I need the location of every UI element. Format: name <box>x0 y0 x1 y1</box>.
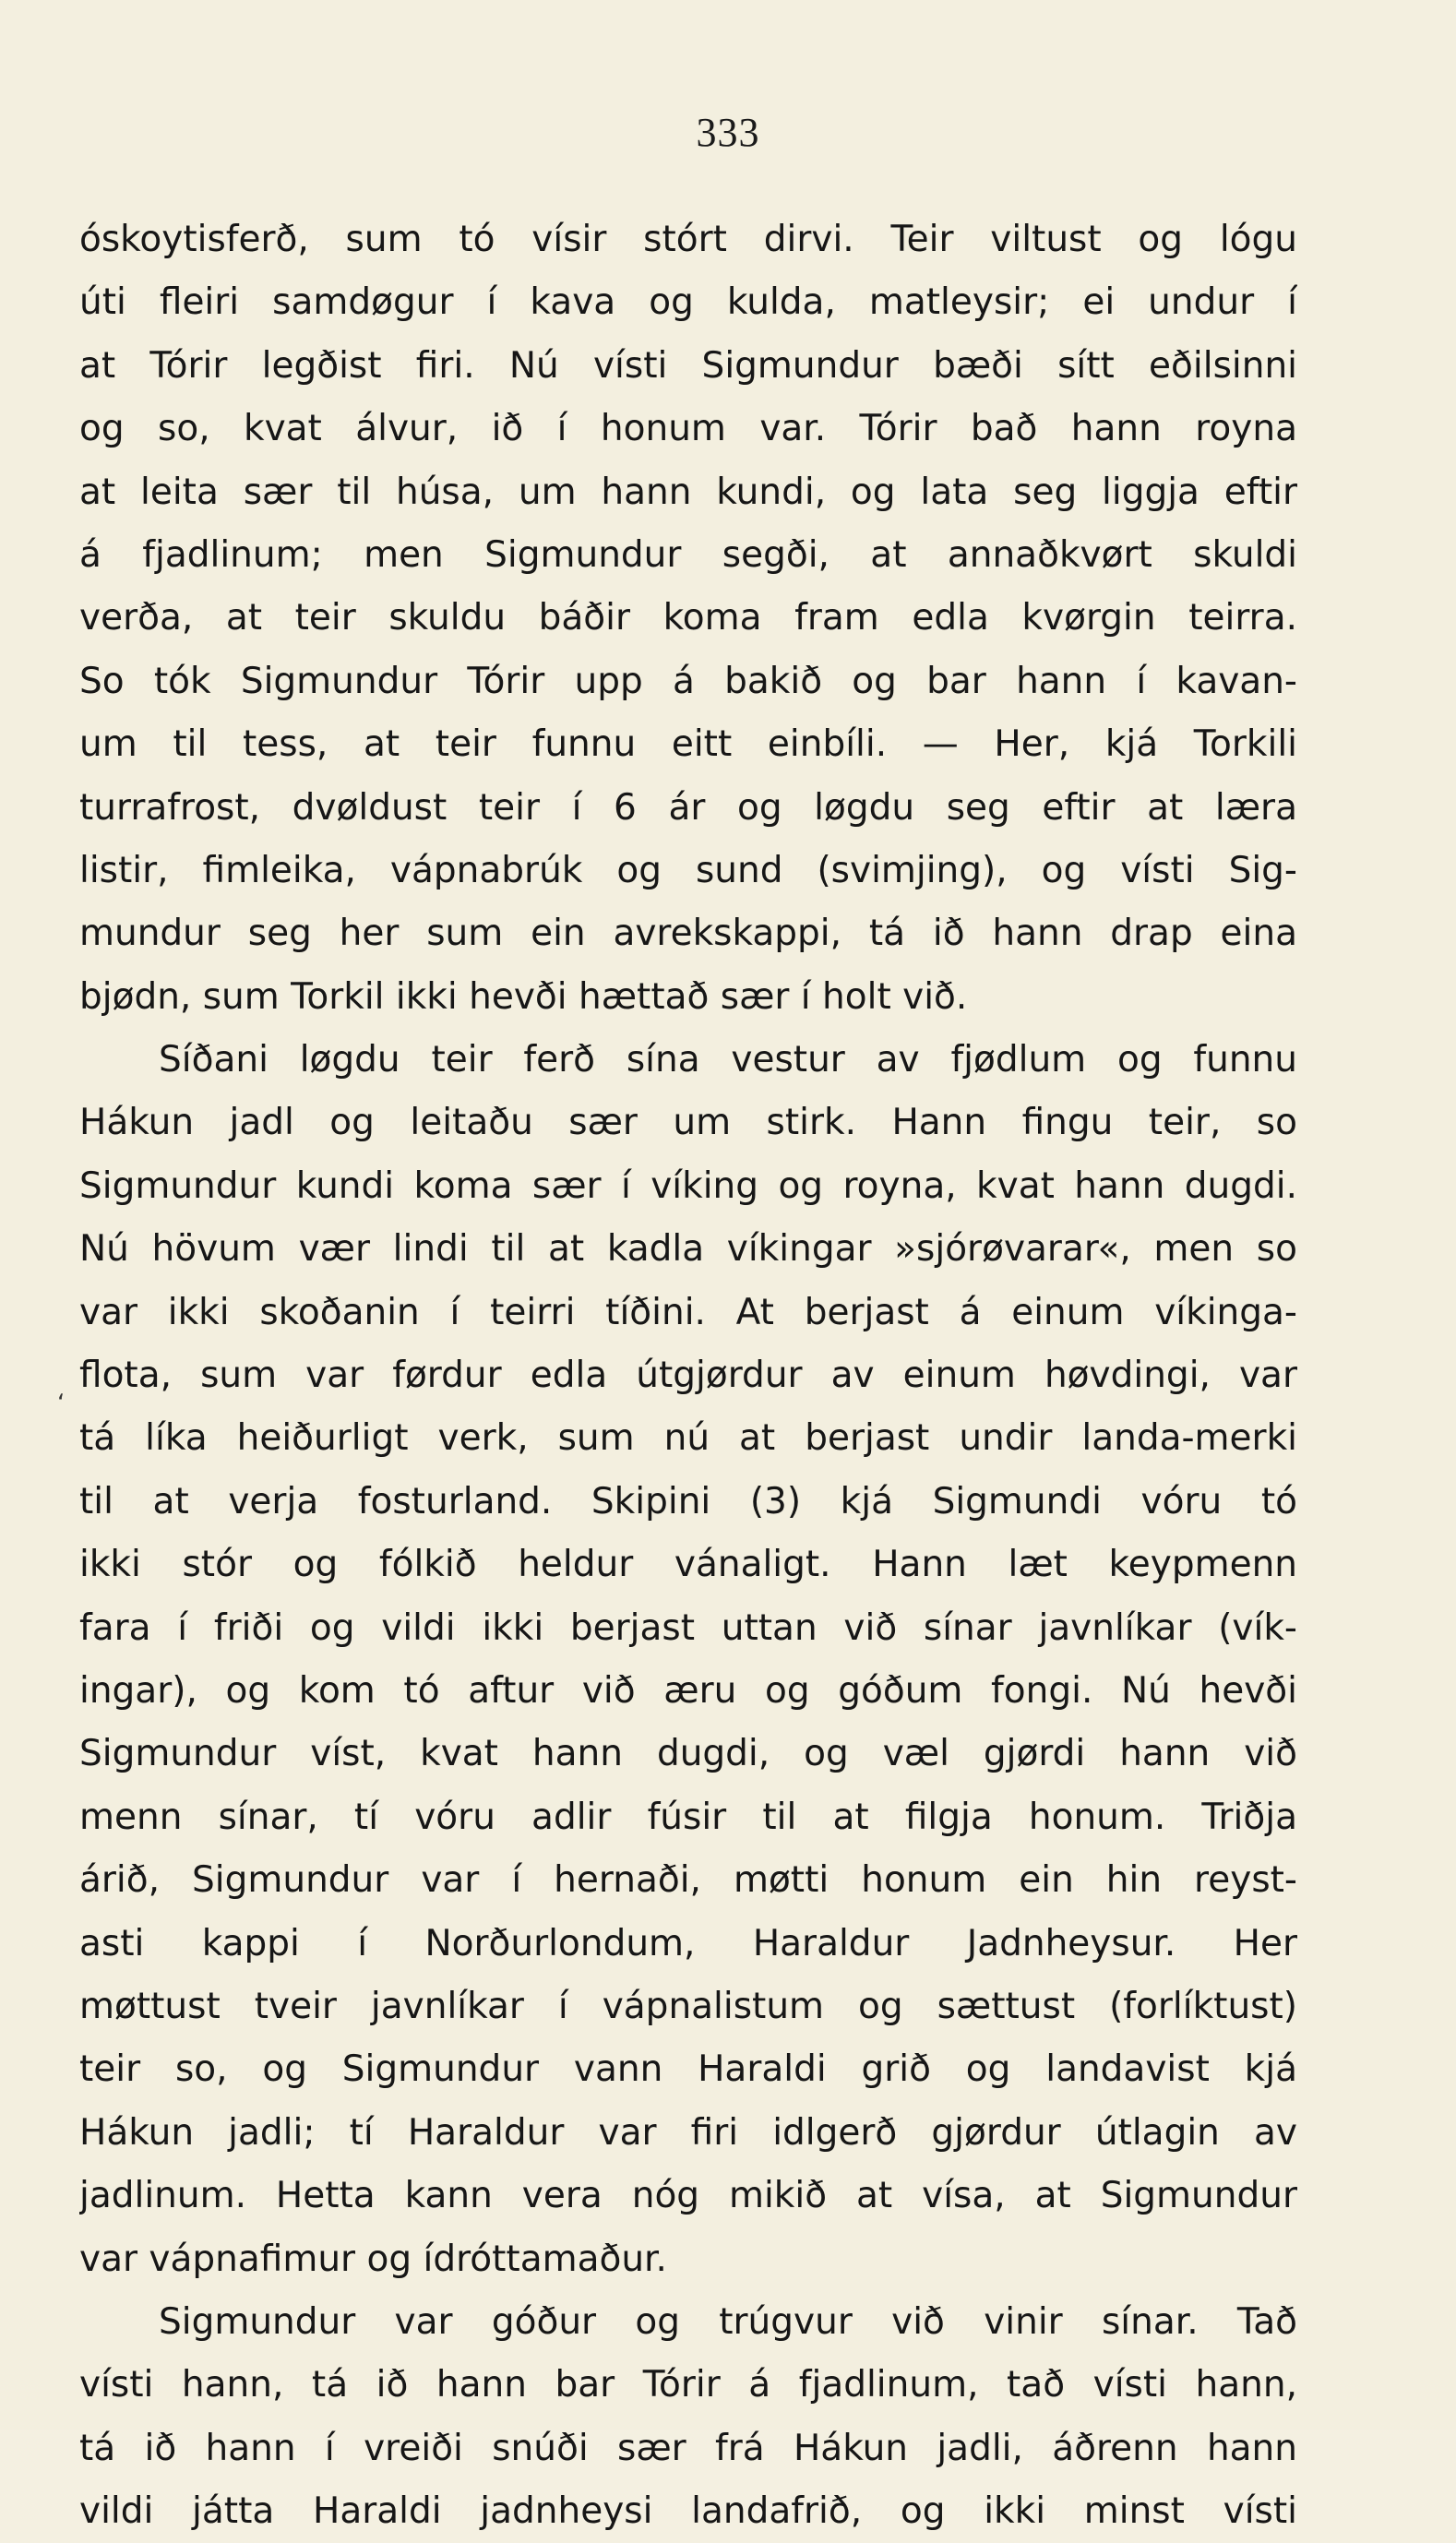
text-line: listir, fimleika, vápnabrúk og sund (svimjing), og vísti Sig- <box>79 849 1297 891</box>
text-line: Sigmundur var góður og trúgvur við vinir sínar. Tað <box>159 2300 1297 2343</box>
text-line: vildi játta Haraldi jadnheysi landafrið, og ikki minst vísti <box>79 2490 1297 2533</box>
text-line: Sigmundur kundi koma sær í víking og royna, kvat hann dugdi. <box>79 1164 1297 1207</box>
text-line: fara í friði og vildi ikki berjast uttan við sínar javnlíkar (vík- <box>79 1606 1297 1649</box>
text-line: asti kappi í Norðurlondum, Haraldur Jadnheysur. Her <box>79 1922 1297 1964</box>
text-line: var vápnafimur og ídróttamaður. <box>79 2238 667 2280</box>
text-line: teir so, og Sigmundur vann Haraldi grið og landavist kjá <box>79 2048 1297 2091</box>
text-line: flota, sum var førdur edla útgjørdur av einum høvdingi, var <box>79 1355 1297 1397</box>
text-line: vísti hann, tá ið hann bar Tórir á fjadlinum, tað vísti hann, <box>79 2364 1297 2406</box>
margin-mark: ʻ <box>57 1390 66 1417</box>
text-line: um til tess, at teir funnu eitt einbíli. — Her, kjá Torkili <box>79 723 1297 766</box>
text-line: Síðani løgdu teir ferð sína vestur av fjødlum og funnu <box>159 1039 1297 1081</box>
text-line: turrafrost, dvøldust teir í 6 ár og løgdu seg eftir at læra <box>79 786 1297 829</box>
text-line: Hákun jadl og leitaðu sær um stirk. Hann fingu teir, so <box>79 1102 1297 1144</box>
text-line: til at verja fosturland. Skipini (3) kjá Sigmundi vóru tó <box>79 1480 1297 1522</box>
text-line: menn sínar, tí vóru adlir fúsir til at filgja honum. Triðja <box>79 1796 1297 1838</box>
text-line: árið, Sigmundur var í hernaði, møtti honum ein hin reyst- <box>79 1859 1297 1902</box>
text-line: tá líka heiðurligt verk, sum nú at berjast undir landa-merki <box>79 1417 1297 1460</box>
text-line: Hákun jadli; tí Haraldur var firi idlgerð gjørdur útlagin av <box>79 2111 1297 2154</box>
text-line: á fjadlinum; men Sigmundur segði, at annaðkvørt skuldi <box>79 533 1297 576</box>
text-line: møttust tveir javnlíkar í vápnalistum og sættust (forlíktust) <box>79 1985 1297 2027</box>
text-line: ikki stór og fólkið heldur vánaligt. Hann læt keypmenn <box>79 1544 1297 1586</box>
body-text <box>79 209 1297 2543</box>
text-line: Sigmundur víst, kvat hann dugdi, og væl gjørdi hann við <box>79 1733 1297 1775</box>
page-number: 333 <box>696 110 760 155</box>
text-line: óskoytisferð, sum tó vísir stórt dirvi. Teir viltust og lógu <box>79 219 1297 260</box>
text-line: jadlinum. Hetta kann vera nóg mikið at vísa, at Sigmundur <box>79 2175 1297 2217</box>
text-line: og so, kvat álvur, ið í honum var. Tórir bað hann royna <box>79 408 1297 450</box>
text-line: bjødn, sum Torkil ikki hevði hættað sær í holt við. <box>79 975 968 1018</box>
text-line: mundur seg her sum ein avrekskappi, tá ið hann drap eina <box>79 913 1297 955</box>
text-line: úti fleiri samdøgur í kava og kulda, matleysir; ei undur í <box>79 281 1297 324</box>
text-line: var ikki skoðanin í teirri tíðini. At berjast á einum víkinga- <box>79 1291 1297 1333</box>
text-line: tá ið hann í vreiði snúði sær frá Hákun jadli, áðrenn hann <box>79 2427 1297 2469</box>
text-line: at Tórir legðist firi. Nú vísti Sigmundur bæði sítt eðilsinni <box>79 344 1297 387</box>
text-line: ingar), og kom tó aftur við æru og góðum fongi. Nú hevði <box>79 1669 1297 1712</box>
text-line: verða, at teir skuldu báðir koma fram edla kvørgin teirra. <box>79 597 1297 639</box>
text-line: Nú hövum vær lindi til at kadla víkingar »sjórøvarar«, men so <box>79 1228 1297 1271</box>
text-line: So tók Sigmundur Tórir upp á bakið og bar hann í kavan- <box>79 660 1297 702</box>
text-line: at leita sær til húsa, um hann kundi, og lata seg liggja eftir <box>79 471 1297 513</box>
